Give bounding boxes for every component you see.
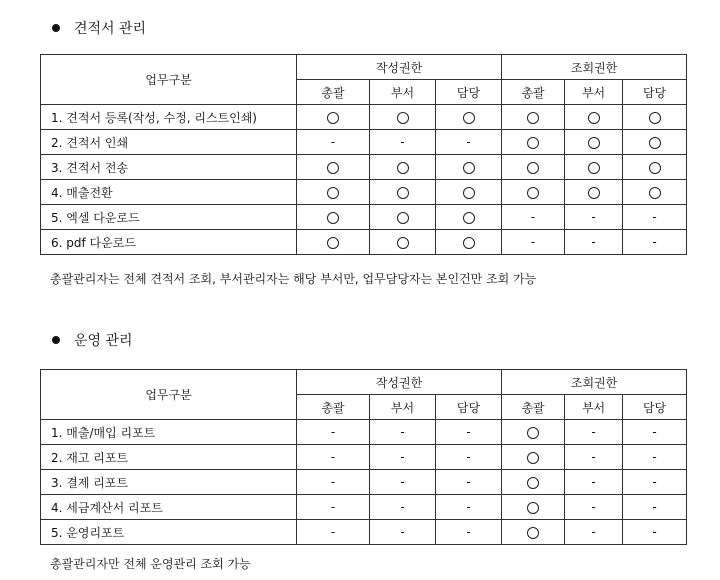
permission-cell: [502, 130, 565, 155]
bullet-icon: [52, 336, 60, 344]
allowed-circle-icon: [527, 112, 539, 124]
permission-cell: [565, 520, 623, 545]
allowed-circle-icon: [649, 187, 661, 199]
allowed-circle-icon: [463, 187, 475, 199]
allowed-circle-icon: [327, 162, 339, 174]
permission-cell: [370, 470, 436, 495]
permission-cell: [370, 105, 436, 130]
sub-header: 부서: [565, 80, 623, 105]
read-permission-header: 조회권한: [502, 55, 687, 80]
allowed-circle-icon: [397, 187, 409, 199]
table-row: [41, 205, 687, 230]
not-allowed-dash: -: [652, 450, 657, 464]
not-allowed-dash: -: [466, 425, 471, 439]
not-allowed-dash: -: [652, 425, 657, 439]
permission-cell: [502, 105, 565, 130]
permission-cell: [297, 180, 370, 205]
allowed-circle-icon: [588, 187, 600, 199]
table-row: [41, 230, 687, 255]
permission-cell: [565, 155, 623, 180]
permission-cell: [623, 445, 687, 470]
allowed-circle-icon: [649, 162, 661, 174]
permission-cell: [623, 205, 687, 230]
allowed-circle-icon: [327, 212, 339, 224]
permission-cell: [436, 205, 502, 230]
not-allowed-dash: -: [466, 135, 471, 149]
permission-cell: [297, 130, 370, 155]
permission-cell: [502, 445, 565, 470]
permission-cell: [370, 155, 436, 180]
table-row: [41, 130, 687, 155]
not-allowed-dash: -: [400, 525, 405, 539]
permission-cell: [502, 470, 565, 495]
not-allowed-dash: -: [330, 450, 336, 464]
permission-cell: [370, 520, 436, 545]
section-title: 견적서 관리: [74, 21, 147, 37]
permission-cell: [565, 495, 623, 520]
permission-table: [40, 369, 687, 545]
permission-cell: [436, 445, 502, 470]
not-allowed-dash: -: [591, 450, 596, 464]
permission-cell: [623, 230, 687, 255]
not-allowed-dash: -: [530, 235, 536, 249]
not-allowed-dash: -: [652, 525, 657, 539]
write-permission-header: 작성권한: [297, 55, 502, 80]
sub-header: 담당: [623, 80, 687, 105]
section-title: 운영 관리: [74, 333, 133, 349]
allowed-circle-icon: [527, 527, 539, 539]
not-allowed-dash: -: [400, 500, 405, 514]
not-allowed-dash: -: [330, 135, 336, 149]
permission-cell: [297, 445, 370, 470]
not-allowed-dash: -: [466, 500, 471, 514]
allowed-circle-icon: [463, 112, 475, 124]
permission-cell: [502, 180, 565, 205]
permission-cell: [370, 205, 436, 230]
permission-cell: [436, 520, 502, 545]
task-label: 4. 세금계산서 리포트: [41, 495, 297, 520]
sub-header: 총괄: [502, 395, 565, 420]
not-allowed-dash: -: [400, 135, 405, 149]
permission-cell: [297, 470, 370, 495]
not-allowed-dash: -: [466, 525, 471, 539]
task-label: 1. 견적서 등록(작성, 수정, 리스트인쇄): [41, 105, 297, 130]
sub-header: 부서: [370, 80, 436, 105]
allowed-circle-icon: [463, 212, 475, 224]
sub-header: 총괄: [297, 80, 370, 105]
permission-cell: [623, 495, 687, 520]
allowed-circle-icon: [327, 187, 339, 199]
permission-cell: [502, 230, 565, 255]
not-allowed-dash: -: [591, 210, 596, 224]
not-allowed-dash: -: [652, 500, 657, 514]
not-allowed-dash: -: [466, 475, 471, 489]
permission-cell: [565, 420, 623, 445]
allowed-circle-icon: [649, 137, 661, 149]
permission-cell: [436, 495, 502, 520]
permission-cell: [436, 130, 502, 155]
permission-cell: [436, 105, 502, 130]
allowed-circle-icon: [527, 137, 539, 149]
permission-cell: [370, 420, 436, 445]
permission-cell: [436, 155, 502, 180]
not-allowed-dash: -: [330, 500, 336, 514]
note-text: 총괄관리자는 전체 견적서 조회, 부서관리자는 해당 부서만, 업무담당자는 본인건만 조회 가능: [50, 272, 537, 286]
permission-cell: [565, 105, 623, 130]
task-label: 3. 견적서 전송: [41, 155, 297, 180]
permission-cell: [565, 470, 623, 495]
task-label: 5. 엑셀 다운로드: [41, 205, 297, 230]
sub-header: 부서: [370, 395, 436, 420]
allowed-circle-icon: [463, 237, 475, 249]
allowed-circle-icon: [397, 162, 409, 174]
permission-cell: [370, 230, 436, 255]
permission-cell: [297, 230, 370, 255]
not-allowed-dash: -: [330, 525, 336, 539]
task-header: 업무구분: [41, 370, 297, 420]
task-header: 업무구분: [41, 55, 297, 105]
permission-cell: [436, 470, 502, 495]
task-label: 5. 운영리포트: [41, 520, 297, 545]
allowed-circle-icon: [527, 162, 539, 174]
task-label: 2. 견적서 인쇄: [41, 130, 297, 155]
permission-cell: [623, 420, 687, 445]
permission-cell: [565, 445, 623, 470]
permission-cell: [565, 130, 623, 155]
table-row: [41, 155, 687, 180]
task-label: 6. pdf 다운로드: [41, 230, 297, 255]
permission-cell: [297, 155, 370, 180]
allowed-circle-icon: [588, 112, 600, 124]
permission-cell: [623, 470, 687, 495]
permission-cell: [502, 420, 565, 445]
permission-cell: [565, 180, 623, 205]
allowed-circle-icon: [327, 112, 339, 124]
permission-cell: [565, 230, 623, 255]
permission-cell: [436, 230, 502, 255]
permission-table: [40, 54, 687, 255]
permission-cell: [436, 420, 502, 445]
not-allowed-dash: -: [400, 425, 405, 439]
permission-cell: [297, 420, 370, 445]
note-text: 총괄관리자만 전체 운영관리 조회 가능: [50, 557, 251, 571]
sub-header: 부서: [565, 395, 623, 420]
allowed-circle-icon: [527, 452, 539, 464]
permission-cell: [502, 520, 565, 545]
task-label: 3. 결제 리포트: [41, 470, 297, 495]
sub-header: 총괄: [297, 395, 370, 420]
permission-cell: [502, 205, 565, 230]
allowed-circle-icon: [397, 112, 409, 124]
task-label: 4. 매출전환: [41, 180, 297, 205]
not-allowed-dash: -: [591, 235, 596, 249]
permission-cell: [502, 155, 565, 180]
section-heading: [52, 18, 146, 38]
allowed-circle-icon: [527, 187, 539, 199]
write-permission-header: 작성권한: [297, 370, 502, 395]
allowed-circle-icon: [527, 427, 539, 439]
allowed-circle-icon: [327, 237, 339, 249]
not-allowed-dash: -: [591, 500, 596, 514]
permission-cell: [297, 520, 370, 545]
not-allowed-dash: -: [330, 425, 336, 439]
table-row: [41, 470, 687, 495]
not-allowed-dash: -: [591, 525, 596, 539]
permission-cell: [370, 495, 436, 520]
allowed-circle-icon: [588, 137, 600, 149]
permission-cell: [623, 520, 687, 545]
not-allowed-dash: -: [591, 475, 596, 489]
read-permission-header: 조회권한: [502, 370, 687, 395]
allowed-circle-icon: [397, 237, 409, 249]
sub-header: 담당: [623, 395, 687, 420]
sub-header: 총괄: [502, 80, 565, 105]
permission-cell: [297, 205, 370, 230]
allowed-circle-icon: [649, 112, 661, 124]
permission-cell: [502, 495, 565, 520]
table-row: [41, 105, 687, 130]
not-allowed-dash: -: [652, 475, 657, 489]
not-allowed-dash: -: [400, 475, 405, 489]
table-row: [41, 445, 687, 470]
permission-cell: [623, 130, 687, 155]
permission-cell: [436, 180, 502, 205]
permission-cell: [565, 205, 623, 230]
not-allowed-dash: -: [652, 210, 657, 224]
allowed-circle-icon: [397, 212, 409, 224]
not-allowed-dash: -: [530, 210, 536, 224]
table-row: [41, 495, 687, 520]
section-heading: [52, 330, 133, 350]
permission-cell: [623, 105, 687, 130]
not-allowed-dash: -: [400, 450, 405, 464]
allowed-circle-icon: [463, 162, 475, 174]
permission-cell: [370, 130, 436, 155]
not-allowed-dash: -: [330, 475, 336, 489]
bullet-icon: [52, 24, 60, 32]
permission-cell: [297, 105, 370, 130]
sub-header: 담당: [436, 80, 502, 105]
permission-cell: [297, 495, 370, 520]
allowed-circle-icon: [588, 162, 600, 174]
permission-cell: [623, 155, 687, 180]
permission-cell: [370, 180, 436, 205]
sub-header: 담당: [436, 395, 502, 420]
not-allowed-dash: -: [591, 425, 596, 439]
not-allowed-dash: -: [466, 450, 471, 464]
task-label: 1. 매출/매입 리포트: [41, 420, 297, 445]
table-row: [41, 520, 687, 545]
permission-cell: [623, 180, 687, 205]
task-label: 2. 재고 리포트: [41, 445, 297, 470]
table-row: [41, 180, 687, 205]
allowed-circle-icon: [527, 502, 539, 514]
permission-cell: [370, 445, 436, 470]
allowed-circle-icon: [527, 477, 539, 489]
table-row: [41, 420, 687, 445]
not-allowed-dash: -: [652, 235, 657, 249]
